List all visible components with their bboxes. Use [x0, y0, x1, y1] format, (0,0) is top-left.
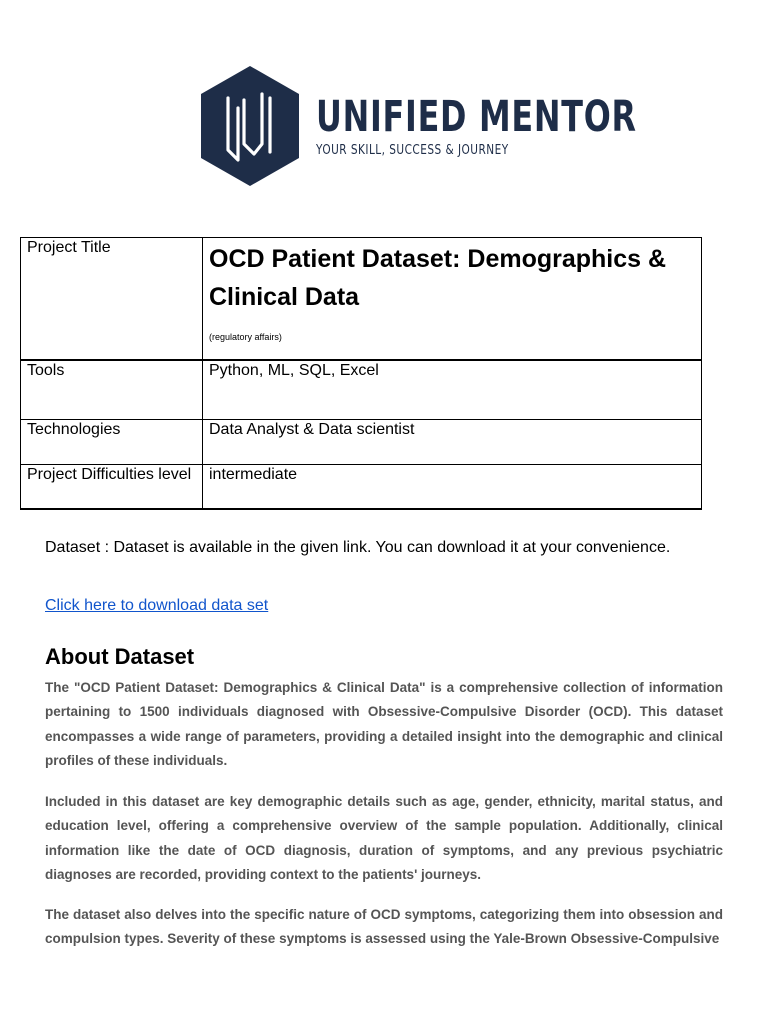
table-row	[21, 238, 702, 361]
project-title-note: (regulatory affairs)	[209, 332, 282, 342]
unified-mentor-logo	[198, 64, 637, 188]
tools-label: Tools	[21, 360, 203, 420]
about-paragraph-3: The dataset also delves into the specific nature of OCD symptoms, categorizing them into obsession and compulsion types. Severity of these symptoms is assessed using the Yale-Brown Obsessive-Compulsive	[45, 907, 723, 947]
about-dataset-heading: About Dataset	[45, 644, 195, 669]
table-row	[21, 465, 702, 510]
difficulty-label: Project Difficulties level	[21, 465, 203, 510]
dataset-availability-text: Dataset : Dataset is available in the given link. You can download it at your convenience.	[45, 539, 671, 556]
project-title-label: Project Title	[21, 238, 203, 361]
table-row	[21, 360, 702, 420]
project-info-table	[20, 237, 702, 510]
about-paragraph-2: Included in this dataset are key demographic details such as age, gender, ethnicity, marital status, and education level, offering a comprehensive overview of the sample population. Additionally, clinical information like the date of OCD diagnosis, duration of symptoms, and any previous psychiatric diagnoses are recorded, providing context to the patients' journeys.	[45, 794, 723, 882]
technologies-label: Technologies	[21, 420, 203, 465]
table-row	[21, 420, 702, 465]
difficulty-value: intermediate	[203, 465, 702, 510]
logo-hexagon-icon	[198, 64, 302, 188]
project-title-value: OCD Patient Dataset: Demographics & Clinical Data	[209, 245, 667, 311]
technologies-value: Data Analyst & Data scientist	[203, 420, 702, 465]
download-dataset-link[interactable]: Click here to download data set	[45, 597, 269, 614]
brand-tagline: YOUR SKILL, SUCCESS & JOURNEY	[316, 142, 509, 158]
brand-name: UNIFIED MENTOR	[316, 92, 637, 142]
project-title-cell	[203, 238, 702, 361]
tools-value: Python, ML, SQL, Excel	[203, 360, 702, 420]
about-paragraph-1: The "OCD Patient Dataset: Demographics & Clinical Data" is a comprehensive collection of information pertaining to 1500 individuals diagnosed with Obsessive-Compulsive Disorder (OCD). This dataset encompasses a wide range of parameters, providing a detailed insight into the demographic and clinical profiles of these individuals.	[45, 680, 723, 768]
